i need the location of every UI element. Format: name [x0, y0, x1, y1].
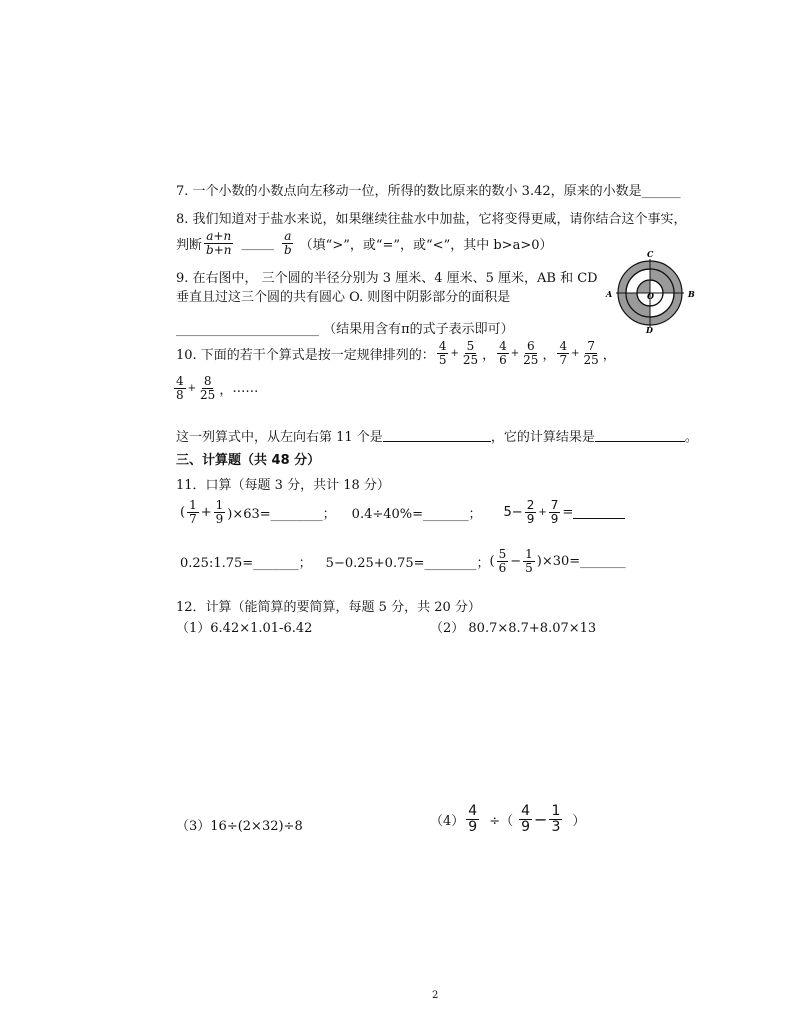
section-3-title: 三、计算题（共 48 分）	[176, 453, 321, 468]
q11-expr2: 0.4÷40%=_______；	[351, 506, 482, 522]
question-9-blank: ______________________	[176, 322, 319, 337]
q11-expr6-tail: )×30=_______	[536, 553, 626, 569]
question-10-prefix: 10. 下面的若干个算式是按一定规律排列的：	[176, 347, 435, 363]
fraction-a-over-b: $\frac{a}{b}$	[283, 229, 292, 257]
term2-fraction-a: $\frac{4}{6}$	[499, 339, 507, 367]
question-10-blank-result[interactable]	[595, 429, 685, 442]
label-d: D	[646, 325, 653, 334]
question-8-line2	[176, 230, 553, 256]
q12-part2: （2） 80.7×8.7+8.07×13	[430, 621, 597, 636]
term2-fraction-b: $\frac{6}{25}$	[523, 339, 539, 367]
q11-expr4: 0.25:1.75=_______；	[180, 555, 312, 571]
term4-fraction-b: $\frac{8}{25}$	[200, 374, 216, 402]
q12-part4: （4） $\frac{4}{9}$ ÷（ $\frac{4}{9}$ − $\frac{1}{3}$ ）	[430, 803, 586, 835]
q11-expr1-tail: )×63=________；	[227, 506, 336, 522]
question-11-row2: 0.25:1.75=_______； 5−0.25+0.75=________； ( $\frac{5}{6}$ − $\frac{1}{5}$ )×30=_______	[180, 547, 626, 575]
question-8-line1: 8. 我们知道对于盐水来说，如果继续往盐水中加盐，它将变得更咸，请你结合这个事实，	[176, 212, 687, 227]
label-a: A	[606, 289, 613, 299]
question-9-line2: 垂直且过这三个圆的共有圆心 O. 则图中阴影部分的面积是	[176, 290, 511, 305]
label-c: C	[647, 249, 654, 259]
q11-expr3-blank[interactable]	[573, 506, 625, 519]
page-number: 2	[432, 990, 439, 1001]
q12-part3: （3）16÷(2×32)÷8	[176, 819, 303, 834]
q11-expr5: 5−0.25+0.75=________；	[325, 555, 490, 571]
term1-fraction-b: $\frac{5}{25}$	[462, 339, 479, 367]
question-10-ellipsis: ……	[232, 380, 259, 396]
question-7-text: 7. 一个小数的小数点向左移动一位，所得的数比原来的数小 3.42，原来的小数是______	[176, 184, 681, 199]
question-8-blank: _____	[241, 235, 274, 251]
term1-fraction-a: $\frac{4}{5}$	[438, 339, 447, 367]
question-10-line2: $\frac{4}{8}$ + $\frac{8}{25}$ ， ……	[176, 374, 259, 402]
q12-part1: （1）6.42×1.01-6.42	[176, 621, 313, 636]
label-o: O	[647, 291, 654, 301]
question-7	[176, 180, 681, 199]
question-12-title: 12．计算（能简算的要简算，每题 5 分，共 20 分）	[176, 600, 481, 615]
question-10-line1: 10. 下面的若干个算式是按一定规律排列的： $\frac{4}{5}$ + $\frac{5}{25}$ ， $\frac{4}{6}$ + $\frac{6}{25}$ ， $\frac{4}{7}$ + $\frac{7}{25}$ ，	[176, 339, 616, 367]
term4-fraction-a: $\frac{4}{8}$	[176, 374, 184, 402]
question-9-note: （结果用含有π的式子表示即可）	[323, 322, 514, 337]
label-b: B	[688, 289, 695, 299]
fraction-a-plus-n-over-b-plus-n: $\frac{a+n}{b+n}$	[206, 229, 232, 257]
question-10-blank-term[interactable]	[383, 429, 491, 442]
question-11-title: 11．口算（每题 3 分，共计 18 分）	[176, 478, 390, 493]
question-8-suffix: （填“>”，或“=”，或“<”，其中 b>a>0）	[299, 237, 553, 253]
question-8-prefix: 判断	[176, 237, 203, 253]
term3-fraction-a: $\frac{4}{7}$	[559, 339, 568, 367]
question-9-line1: 9. 在右图中， 三个圆的半径分别为 3 厘米、4 厘米、5 厘米，AB 和 CD	[176, 271, 598, 286]
question-11-row1: ( $\frac{1}{7}$ + $\frac{1}{9}$ )×63=________； 0.4÷40%=_______； 5− $\frac{2}{9}$ + $\frac{7}{9}$ =	[180, 499, 625, 525]
question-9-line3	[176, 318, 514, 337]
concentric-circles-figure	[600, 248, 700, 334]
term3-fraction-b: $\frac{7}{25}$	[583, 339, 599, 367]
question-10-line3: 这一列算式中，从左向右第 11 个是 ，它的计算结果是 。	[176, 430, 698, 445]
